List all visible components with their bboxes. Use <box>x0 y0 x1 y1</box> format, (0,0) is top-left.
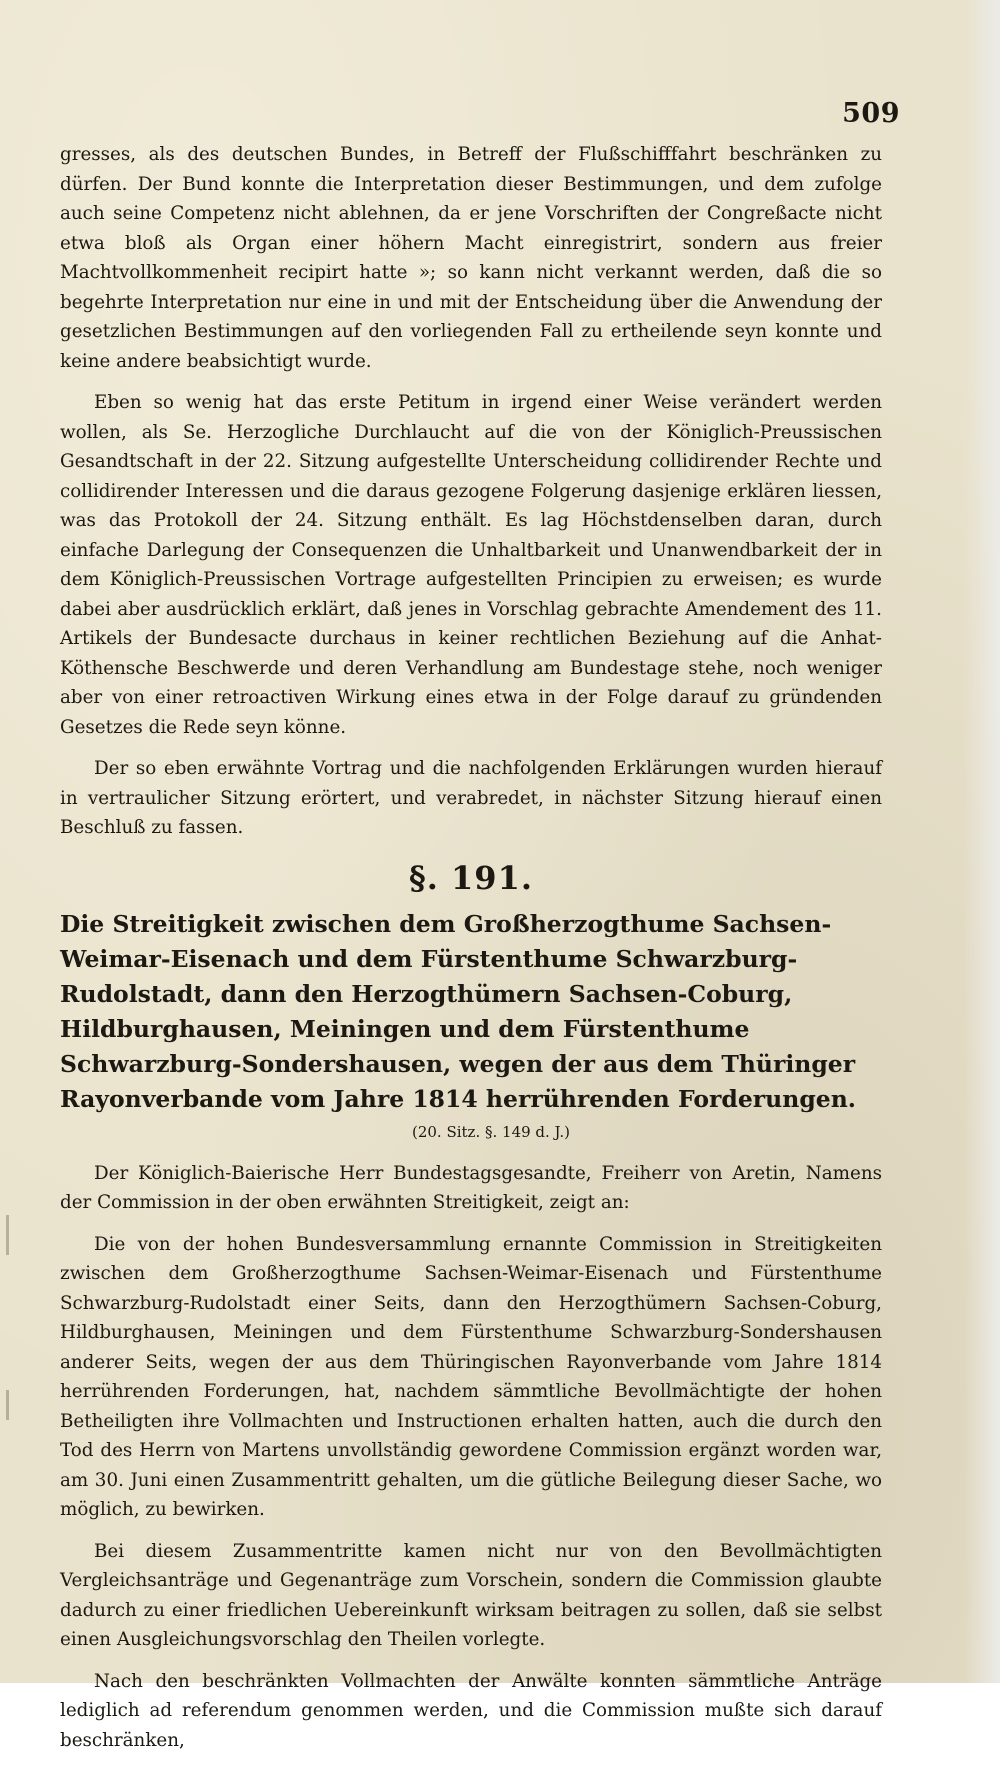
paragraph: gresses, als des deutschen Bundes, in Betreff der Flußschifffahrt beschränken zu dürfen. Der Bund konnte die Interpretation dieser Bestimmungen, und dem zufolge auch seine Competenz nicht ablehnen, da er jene Vorschriften der Congreßacte nicht etwa bloß als Organ einer höhern Macht einregistrirt, sondern aus freier Machtvollkommenheit recipirt hatte »; so kann nicht verkannt werden, daß die so begehrte Interpretation nur eine in und mit der Entscheidung über die Anwendung der gesetzlichen Bestimmungen auf den vorliegenden Fall zu ertheilende seyn konnte und keine andere beabsichtigt wurde. <box>60 144 882 372</box>
section-title: Die Streitigkeit zwischen dem Großherzogthume Sachsen-Weimar-Eisenach und dem Fürstenthume Schwarzburg-Rudolstadt, dann den Herzogthümern Sachsen-Coburg, Hildburghausen, Meiningen und dem Fürstenthume Schwarzburg-Sondershausen, wegen der aus dem Thüringer Rayonverbande vom Jahre 1814 herrührenden Forderungen. <box>60 909 856 1113</box>
page-body <box>60 140 882 1767</box>
section-reference: (20. Sitz. §. 149 d. J.) <box>411 1122 571 1141</box>
paragraph: Der so eben erwähnte Vortrag und die nachfolgenden Erklärungen wurden hierauf in vertraulicher Sitzung erörtert, und verabredet, in nächster Sitzung hierauf einen Beschluß zu fassen. <box>60 758 882 838</box>
paragraph: Bei diesem Zusammentritte kamen nicht nur von den Bevollmächtigten Vergleichsanträge und Gegenanträge zum Vorschein, sondern die Commission glaubte dadurch zu einer friedlichen Uebereinkunft wirksam beitragen zu sollen, daß sie selbst einen Ausgleichungsvorschlag den Theilen vorlegte. <box>60 1540 882 1650</box>
paragraph: Nach den beschränkten Vollmachten der Anwälte konnten sämmtliche Anträge lediglich ad referendum genommen werden, und die Commission mußte sich darauf beschränken, <box>60 1670 882 1751</box>
paragraph: Der Königlich-Baierische Herr Bundestagsgesandte, Freiherr von Aretin, Namens der Commission in der oben erwähnten Streitigkeit, zeigt an: <box>60 1162 882 1213</box>
margin-ink-mark <box>6 1215 9 1255</box>
section-number-heading: §. 191. <box>409 858 533 897</box>
paragraph: Die von der hohen Bundesversammlung ernannte Commission in Streitigkeiten zwischen dem Großherzogthume Sachsen-Weimar-Eisenach und Fürstenthume Schwarzburg-Rudolstadt einer Seits, dann den Herzogthümern Sachsen-Coburg, Hildburghausen, Meiningen und dem Fürstenthume Schwarzburg-Sondershausen anderer Seits, wegen der aus dem Thüringischen Rayonverbande vom Jahre 1814 herrührenden Forderungen, hat, nachdem sämmtliche Bevollmächtigte der hohen Betheiligten ihre Vollmachten und Instructionen erhalten hatten, auch die durch den Tod des Herrn von Martens unvollständig gewordene Commission ergänzt worden war, am 30. Juni einen Zusammentritt gehalten, um die gütliche Beilegung dieser Sache, wo möglich, zu bewirken. <box>60 1233 882 1520</box>
paragraph: Eben so wenig hat das erste Petitum in irgend einer Weise verändert werden wollen, als Se. Herzogliche Durchlaucht auf die von der Königlich-Preussischen Gesandtschaft in der 22. Sitzung aufgestellte Unterscheidung collidirender Rechte und collidirender Interessen und die daraus gezogene Folgerung dasjenige erklären liessen, was das Protokoll der 24. Sitzung enthält. Es lag Höchstdenselben daran, durch einfache Darlegung der Consequenzen die Unhaltbarkeit und Unanwendbarkeit der in dem Königlich-Preussischen Vortrage aufgestellten Principien zu erweisen; es wurde dabei aber ausdrücklich erklärt, daß jenes in Vorschlag gebrachte Amendement des 11. Artikels der Bundesacte durchaus in keiner rechtlichen Beziehung auf die Anhat-Köthensche Beschwerde und deren Verhandlung am Bundestage stehe, noch weniger aber von einer retroactiven Wirkung eines etwa in der Folge darauf zu gründenden Gesetzes die Rede seyn könne. <box>60 392 882 738</box>
margin-ink-mark <box>6 1390 9 1420</box>
page-number: 509 <box>842 98 900 129</box>
page-edge-shadow <box>964 0 1000 1683</box>
